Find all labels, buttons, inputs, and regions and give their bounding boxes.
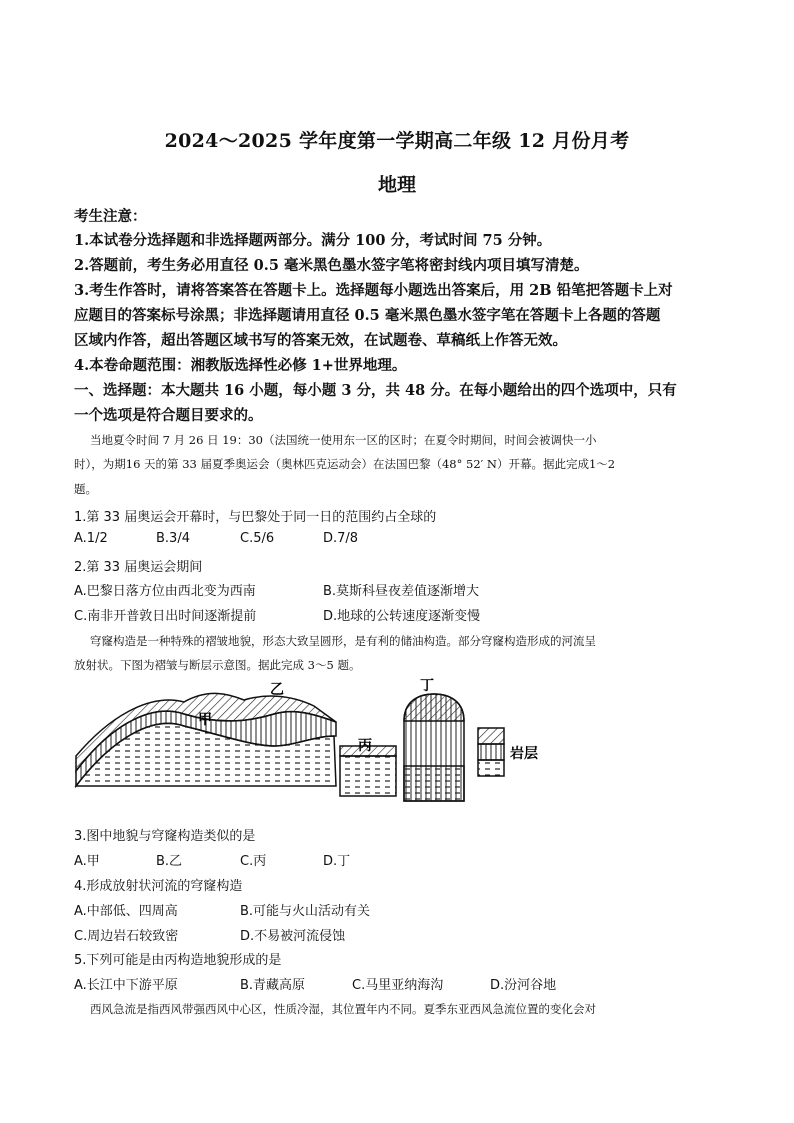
notice-item: 应题目的答案标号涂黑；非选择题请用直径 0.5 毫米黑色墨水签字笔在答题卡上各题的答题	[74, 307, 661, 324]
section-heading: 一、选择题：本大题共 16 小题，每小题 3 分，共 48 分。在每小题给出的四个选项中，只有	[74, 382, 677, 399]
option-b: B.3/4	[156, 531, 190, 546]
graben-block	[340, 756, 396, 796]
material-text: 西风急流是指西风带强西风中心区，性质冷湿，其位置年内不同。夏季东亚西风急流位置的变化会对	[90, 1002, 596, 1016]
option-c: C.马里亚纳海沟	[352, 978, 444, 993]
question-stem: 1.第 33 届奥运会开幕时，与巴黎处于同一日的范围约占全球的	[74, 510, 437, 525]
material-text: 当地夏令时间 7 月 26 日 19：30（法国统一使用东一区的区时；在夏令时期间，时间会被调快一小	[90, 433, 597, 447]
question-stem: 5.下列可能是由丙构造地貌形成的是	[74, 953, 282, 968]
notice-item: 区域内作答，超出答题区域书写的答案无效，在试题卷、草稿纸上作答无效。	[74, 332, 567, 349]
option-d: D.7/8	[323, 531, 359, 546]
notice-item: 2.答题前，考生务必用直径 0.5 毫米黑色墨水签字笔将密封线内项目填写清楚。	[74, 257, 589, 274]
material-text: 题。	[74, 482, 97, 496]
option-a: A.中部低、四周高	[74, 904, 178, 919]
notice-item: 4.本卷命题范围：湘教版选择性必修 1+世界地理。	[74, 357, 407, 374]
option-a: A.巴黎日落方位由西北变为西南	[74, 584, 256, 599]
material-text: 时），为期16 天的第 33 届夏季奥运会（奥林匹克运动会）在法国巴黎（48° 52′ N）开幕。据此完成1～2	[74, 457, 616, 471]
option-b: B.莫斯科昼夜差值逐渐增大	[323, 584, 480, 599]
section-heading-cont: 一个选项是符合题目要求的。	[74, 407, 263, 424]
option-d: D.地球的公转速度逐渐变慢	[323, 609, 481, 624]
option-d: D.汾河谷地	[490, 978, 557, 993]
notice-heading: 考生注意：	[74, 208, 147, 225]
label-yi: 乙	[270, 682, 284, 698]
label-ding: 丁	[420, 678, 434, 694]
option-b: B.青藏高原	[240, 978, 306, 993]
option-c: C.丙	[240, 854, 267, 869]
label-jia: 甲	[198, 712, 212, 728]
label-bing: 丙	[358, 738, 372, 754]
option-b: B.乙	[156, 854, 183, 869]
option-c: C.南非开普敦日出时间逐渐提前	[74, 609, 257, 624]
exam-title: 2024～2025 学年度第一学期高二年级 12 月份月考	[164, 130, 630, 152]
legend-swatch	[478, 728, 504, 744]
option-a: A.1/2	[74, 531, 108, 546]
material-text: 穹窿构造是一种特殊的褶皱地貌，形态大致呈圆形，是有利的储油构造。部分穹窿构造形成的河流呈	[90, 634, 596, 648]
fold-fault-diagram	[74, 676, 554, 816]
legend-label: 岩层	[510, 746, 538, 762]
option-c: C.5/6	[240, 531, 275, 546]
notice-item: 3.考生作答时，请将答案答在答题卡上。选择题每小题选出答案后，用 2B 铅笔把答题卡上对	[74, 282, 673, 299]
option-a: A.甲	[74, 854, 100, 869]
question-stem: 4.形成放射状河流的穹窿构造	[74, 879, 243, 894]
question-stem: 2.第 33 届奥运会期间	[74, 560, 203, 575]
option-a: A.长江中下游平原	[74, 978, 178, 993]
notice-item: 1.本试卷分选择题和非选择题两部分。满分 100 分，考试时间 75 分钟。	[74, 232, 552, 249]
subject-title: 地理	[377, 174, 416, 196]
option-d: D.丁	[323, 854, 351, 869]
material-text: 放射状。下图为褶皱与断层示意图。据此完成 3～5 题。	[74, 658, 361, 672]
option-d: D.不易被河流侵蚀	[240, 929, 346, 944]
question-stem: 3.图中地貌与穹窿构造类似的是	[74, 829, 256, 844]
option-c: C.周边岩石较致密	[74, 929, 179, 944]
option-b: B.可能与火山活动有关	[240, 904, 371, 919]
